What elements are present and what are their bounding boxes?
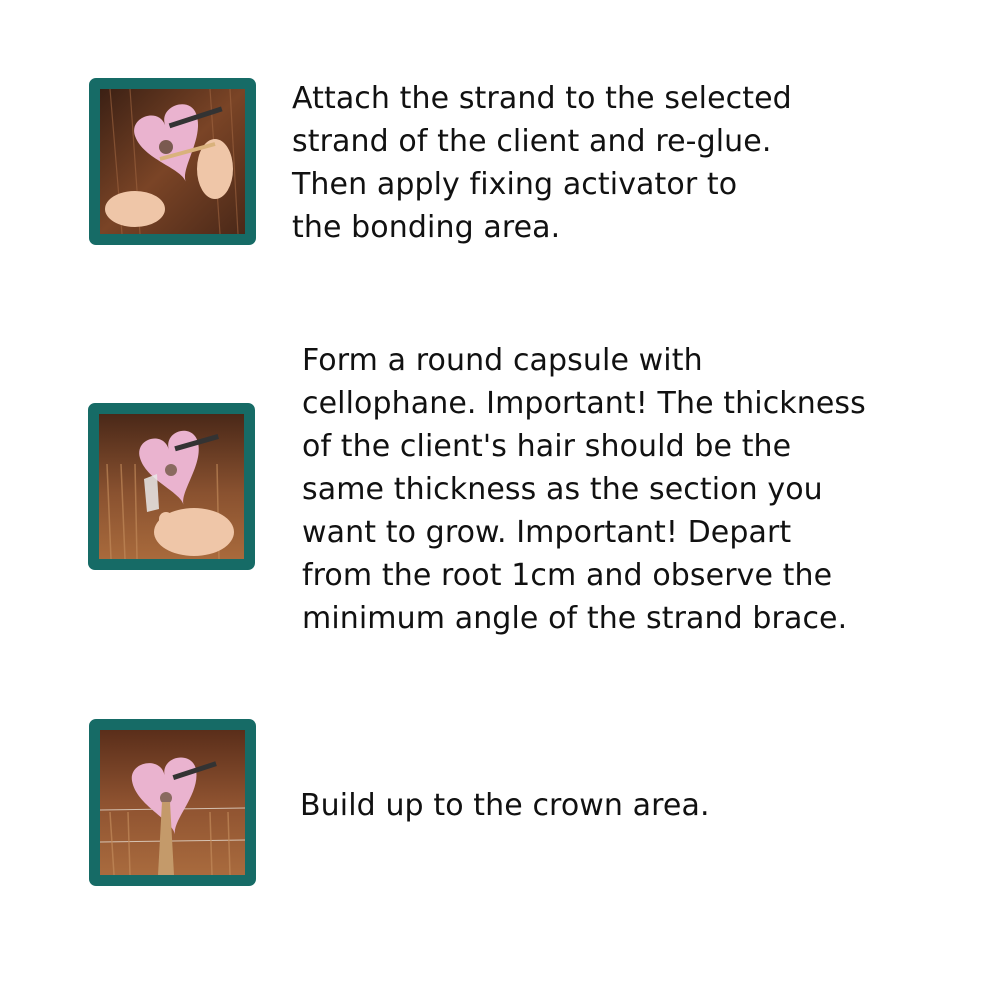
step-3-photo	[89, 719, 256, 886]
step-1-photo	[89, 78, 256, 245]
hair-extension-photo-icon	[99, 414, 244, 559]
step-3-text: Build up to the crown area.	[300, 788, 710, 823]
hair-extension-photo-icon	[100, 730, 245, 875]
step-1-text: Attach the strand to the selected strand of the client and re-glue. Then apply fixing activator to the bonding area.	[292, 81, 792, 245]
step-2-text: Form a round capsule with cellophane. Important! The thickness of the client's hair should be the same thickness as the section you want to grow. Important! Depart from the root 1cm and observe the minimum angle of the strand brace.	[302, 343, 866, 636]
step-2-photo	[88, 403, 255, 570]
hair-extension-photo-icon	[100, 89, 245, 234]
